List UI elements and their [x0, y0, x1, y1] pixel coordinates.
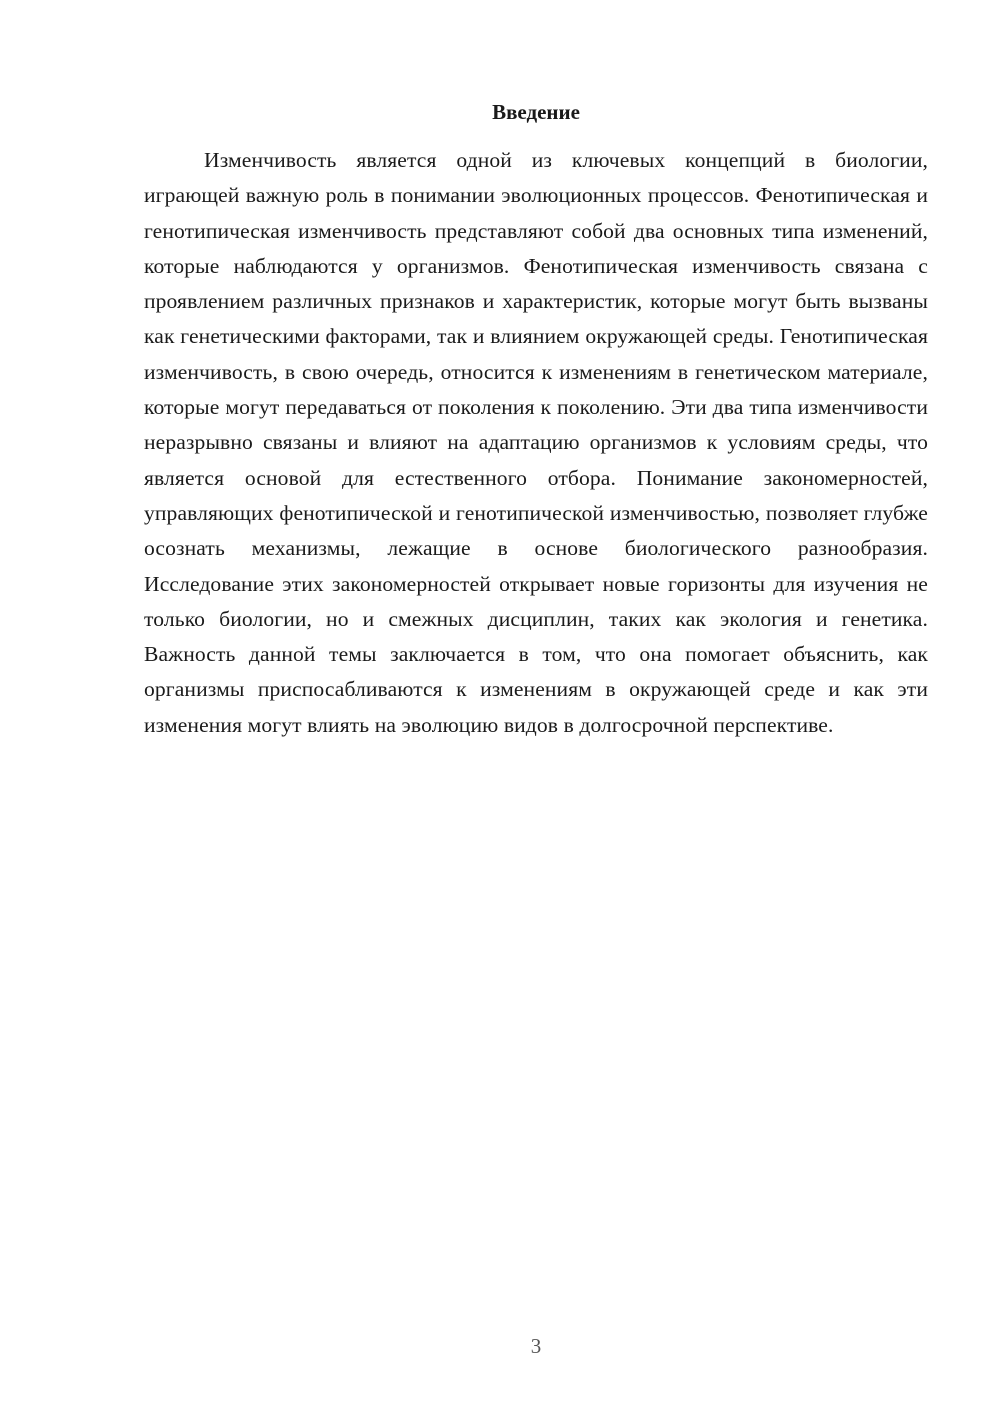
body-paragraph: Изменчивость является одной из ключевых концепций в биологии, играющей важную роль в понимании эволюционных процессов. Фенотипическая и генотипическая изменчивость представляют собой два основных типа изменений, которые наблюдаются у организмов. Фенотипическая изменчивость связана с проявлением различных признаков и характеристик, которые могут быть вызваны как генетическими факторами, так и влиянием окружающей среды. Генотипическая изменчивость, в свою очередь, относится к изменениям в генетическом материале, которые могут передаваться от поколения к поколению. Эти два типа изменчивости неразрывно связаны и влияют на адаптацию организмов к условиям среды, что является основой для естественного отбора. Понимание закономерностей, управляющих фенотипической и генотипической изменчивостью, позволяет глубже осознать механизмы, лежащие в основе биологического разнообразия. Исследование этих закономерностей открывает новые горизонты для изучения не только биологии, но и смежных дисциплин, таких как экология и генетика. Важность данной темы заключается в том, что она помогает объяснить, как организмы приспосабливаются к изменениям в окружающей среде и как эти изменения могут влиять на эволюцию видов в долгосрочной перспективе. [144, 148, 928, 737]
section-heading: Введение [492, 100, 580, 124]
page-number: 3 [530, 1334, 542, 1358]
